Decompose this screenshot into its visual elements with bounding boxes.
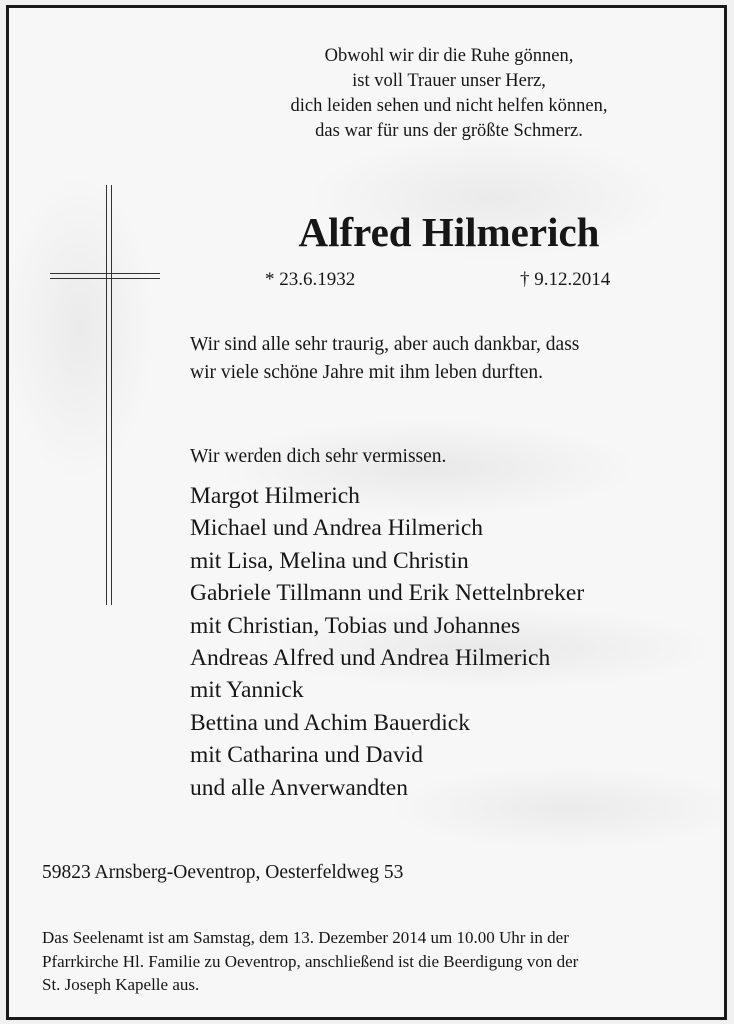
- mourner-line: Gabriele Tillmann und Erik Nettelnbreker: [190, 580, 585, 607]
- memorial-poem: [179, 44, 719, 144]
- mourner-line: mit Catharina und David: [190, 742, 423, 769]
- birth-date: * 23.6.1932: [265, 269, 356, 290]
- notice-line: Pfarrkirche Hl. Familie zu Oeventrop, anschließend ist die Beerdigung von der: [42, 951, 579, 971]
- mourners-list: [190, 480, 584, 804]
- message-line: Wir sind alle sehr traurig, aber auch dankbar, dass: [190, 334, 580, 355]
- poem-line: dich leiden sehen und nicht helfen können,: [290, 96, 608, 116]
- poem-line: das war für uns der größte Schmerz.: [315, 121, 583, 141]
- poem-line: ist voll Trauer unser Herz,: [352, 71, 546, 91]
- poem-line: Obwohl wir dir die Ruhe gönnen,: [324, 46, 574, 66]
- cross-horizontal-beam: [50, 273, 160, 279]
- mourner-line: mit Lisa, Melina und Christin: [190, 547, 469, 574]
- mourner-line: und alle Anverwandten: [190, 774, 408, 801]
- mourner-line: mit Yannick: [190, 677, 304, 704]
- family-address: 59823 Arnsberg-Oeventrop, Oesterfeldweg 53: [42, 862, 404, 883]
- death-date: † 9.12.2014: [520, 269, 611, 290]
- notice-line: St. Joseph Kapelle aus.: [42, 975, 200, 994]
- mourners-intro: Wir werden dich sehr vermissen.: [190, 446, 447, 467]
- obituary-notice: [6, 5, 727, 1020]
- cross-vertical-beam: [106, 185, 112, 605]
- mourner-line: Michael und Andrea Hilmerich: [190, 515, 484, 542]
- mourner-line: Bettina und Achim Bauerdick: [190, 709, 470, 736]
- mourner-line: Andreas Alfred und Andrea Hilmerich: [190, 645, 551, 672]
- family-message: [190, 331, 579, 387]
- notice-line: Das Seelenamt ist am Samstag, dem 13. Dezember 2014 um 10.00 Uhr in der: [42, 928, 569, 947]
- mourner-line: mit Christian, Tobias und Johannes: [190, 612, 521, 639]
- funeral-notice: [42, 926, 714, 997]
- mourner-line: Margot Hilmerich: [190, 483, 360, 509]
- deceased-name: Alfred Hilmerich: [298, 209, 600, 255]
- message-line: wir viele schöne Jahre mit ihm leben durften.: [190, 362, 544, 383]
